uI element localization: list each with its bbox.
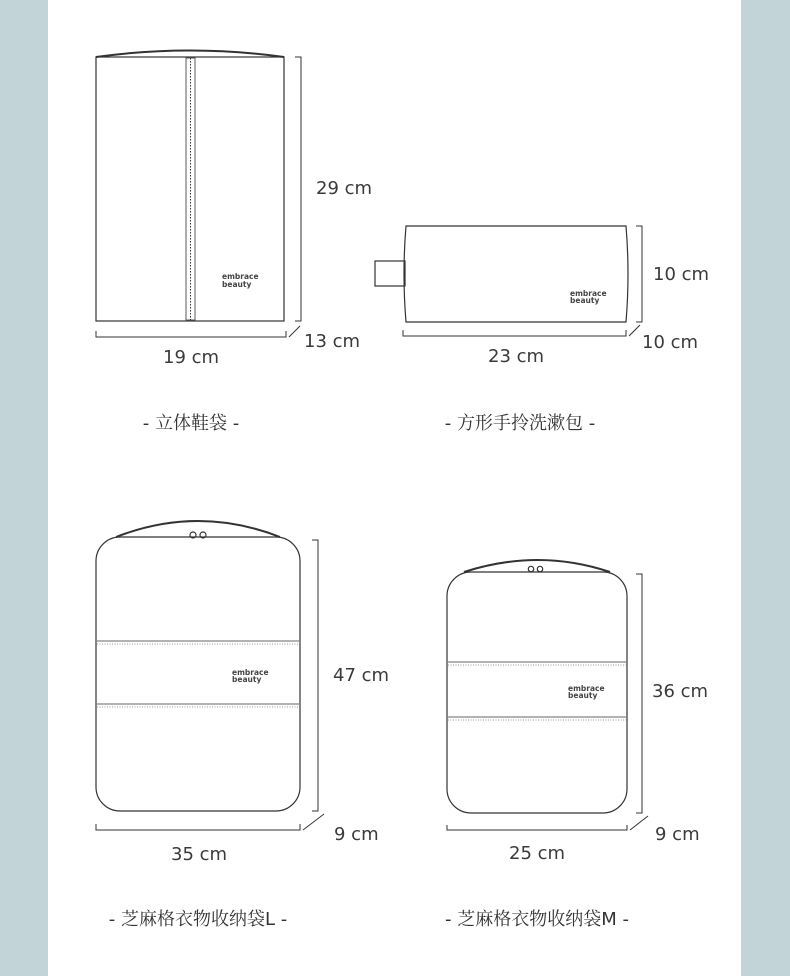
logo-text-line2: beauty xyxy=(570,296,600,305)
wash-bag-depth-label: 10 cm xyxy=(642,332,699,353)
organizer-l-drawing xyxy=(96,521,324,830)
organizer-m-width-label: 25 cm xyxy=(509,843,566,864)
shoe-bag-width-label: 19 cm xyxy=(163,347,220,368)
organizer-m-drawing xyxy=(447,560,648,830)
shoe-bag-drawing xyxy=(96,51,301,338)
logo-text-line2: beauty xyxy=(232,675,262,684)
logo-text-line2: beauty xyxy=(568,691,598,700)
logo-text-line1: embrace xyxy=(568,684,605,693)
logo-text-line1: embrace xyxy=(570,289,607,298)
shoe-bag-caption: - 立体鞋袋 - xyxy=(142,413,240,434)
logo-text-line1: embrace xyxy=(232,668,269,677)
shoe-bag-height-label: 29 cm xyxy=(316,178,373,199)
wash-bag-height-label: 10 cm xyxy=(653,264,710,285)
organizer-l-depth-label: 9 cm xyxy=(334,824,379,845)
shoe-bag-depth-label: 13 cm xyxy=(304,331,361,352)
organizer-m-height-label: 36 cm xyxy=(652,681,709,702)
organizer-m-depth-label: 9 cm xyxy=(655,824,700,845)
organizer-l-width-label: 35 cm xyxy=(171,844,228,865)
logo-text-line1: embrace xyxy=(222,272,259,281)
organizer-l-caption: - 芝麻格衣物收纳袋L - xyxy=(108,909,288,930)
wash-bag-caption: - 方形手拎洗漱包 - xyxy=(444,413,596,434)
organizer-m-caption: - 芝麻格衣物收纳袋M - xyxy=(445,909,629,930)
wash-bag-drawing xyxy=(375,226,642,336)
organizer-l-height-label: 47 cm xyxy=(333,665,390,686)
logo-text-line2: beauty xyxy=(222,280,252,289)
wash-bag-width-label: 23 cm xyxy=(488,346,545,367)
